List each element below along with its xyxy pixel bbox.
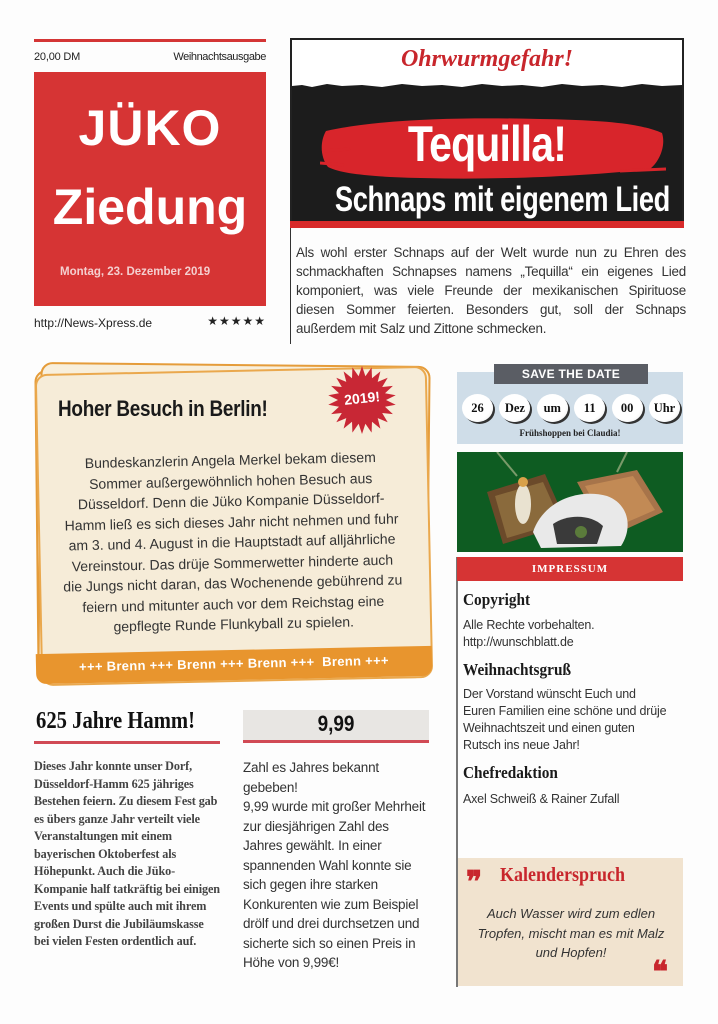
kalenderspruch-title: Kalenderspruch — [500, 864, 626, 886]
date-token-hour: 11 — [574, 394, 605, 422]
lead-article-banner — [290, 38, 684, 228]
masthead-url-link[interactable]: http://News-Xpress.de — [34, 316, 153, 330]
number-article-text: 9,99 wurde mit großer Mehrheit zur diesjährigen Zahl des Jahres gewählt. In einer spannenden Wahl konnte sie sich gegen ihre starken Konkurenten wie zum Beispiel drölf und drei durchsetzen und sicherte sich so einen Preis in Höhe von 9,99€! — [243, 799, 426, 970]
save-the-date-tokens — [462, 394, 680, 422]
open-quote-icon: ❞ — [466, 866, 483, 899]
impressum-link[interactable]: http://wunschblatt.de — [463, 635, 574, 649]
rating-stars: ★★★★★ — [207, 314, 266, 328]
number-article-title: 9,99 — [317, 711, 355, 736]
impressum-heading-copyright: Copyright — [463, 590, 531, 609]
masthead-top-rule — [34, 39, 266, 42]
impressum-text: Alle Rechte vorbehalten. — [463, 618, 595, 632]
impressum-heading-editors: Chefredaktion — [463, 763, 558, 782]
save-the-date-caption: Frühshoppen bei Claudia! — [519, 428, 621, 438]
date-token-month: Dez — [499, 394, 530, 422]
close-quote-icon: ❝ — [652, 956, 669, 989]
lead-headline: Tequilla! — [407, 116, 567, 172]
news-ticker-text: +++ Brenn +++ Brenn +++ Brenn +++ Brenn +++ — [78, 652, 389, 675]
masthead-title-line1: JÜKO — [78, 100, 222, 156]
number-article-body — [243, 758, 429, 973]
date-token-at: um — [537, 394, 568, 422]
lead-article-body: Als wohl erster Schnaps auf der Welt wurde nun zu Ehren des schmackhaften Schnapses namens „Tequilla“ ein eigenes Lied komponiert, was viele Freunde der mexikanischen Spirituose diesen Sommer feierten. Besonders gut, soll der Schnaps außerdem mit Salz und Zittone schmecken. — [296, 245, 686, 336]
event-photo — [457, 452, 683, 552]
berlin-card-body: Bundeskanzlerin Angela Merkel bekam diesem Sommer außergewöhnlich hohen Besuch aus Düsseldorf. Denn die Jüko Kompanie Düsseldorf-Hamm ließ es sich dieses Jahr nicht nehmen und fuhr am 3. und 4. August in die Hauptstadt auf alljährliche Vereinstour. Das drüje Sommerwetter hinderte auch die Jungs nicht daran, das Wochenende gebührend zu feiern und mitunter auch vor dem Reichstag eine gepflegte Runde Flunkyball zu spielen. — [63, 448, 403, 635]
impressum-heading-greeting: Weihnachtsgruß — [463, 660, 571, 679]
hamm-article-body: Dieses Jahr konnte unser Dorf, Düsseldorf-Hamm 625 jähriges Bestehen feiern. Zu diesem Fest gab es übers ganze Jahr verteilt viele Veranstaltungen mit einem bayerischen Oktoberfest als Höhepunkt. Auch die Jüko-Kompanie half tatkräftig bei einigen Events und spülte auch mit ihrem großen Durst die Jubiläumskasse bei vielen Festen ordentlich auf. — [34, 759, 220, 948]
impressum-text: Euren Familien eine schöne und drüje — [463, 704, 667, 718]
berlin-card-title: Hoher Besuch in Berlin! — [58, 396, 268, 421]
number-title-rule — [243, 740, 429, 743]
number-article-lead: Zahl es Jahres bekannt gebeben! — [243, 760, 379, 795]
photo-illustration — [457, 452, 683, 552]
lead-subheadline: Schnaps mit eigenem Lied — [334, 180, 670, 219]
date-token-day: 26 — [462, 394, 493, 422]
edition-label: Weihnachtsausgabe — [173, 51, 266, 63]
lead-kicker: Ohrwurmgefahr! — [400, 46, 574, 72]
kalenderspruch-quote: Auch Wasser wird zum edlen Tropfen, mischt man es mit Malz und Hopfen! — [477, 906, 665, 960]
impressum-text: Weihnachtszeit und einen guten — [463, 721, 635, 735]
date-token-unit: Uhr — [649, 394, 680, 422]
date-token-minute: 00 — [612, 394, 643, 422]
hamm-article-title: 625 Jahre Hamm! — [36, 708, 195, 734]
hamm-title-rule — [34, 741, 220, 744]
lead-red-rule — [290, 221, 684, 228]
column-divider — [290, 228, 291, 344]
price-label: 20,00 DM — [34, 51, 81, 63]
lead-black-panel — [292, 87, 682, 221]
issue-date: Montag, 23. Dezember 2019 — [60, 266, 211, 278]
save-the-date-label: SAVE THE DATE — [494, 364, 648, 384]
impressum-header: IMPRESSUM — [457, 557, 683, 581]
impressum-text: Rutsch ins neue Jahr! — [463, 738, 580, 752]
masthead-title-line2: Ziedung — [52, 179, 248, 235]
impressum-text: Axel Schweiß & Rainer Zufall — [463, 792, 620, 806]
berlin-card-badge: 2019! — [343, 388, 381, 408]
impressum-text: Der Vorstand wünscht Euch und — [463, 687, 636, 701]
masthead-logo-box — [34, 72, 266, 306]
